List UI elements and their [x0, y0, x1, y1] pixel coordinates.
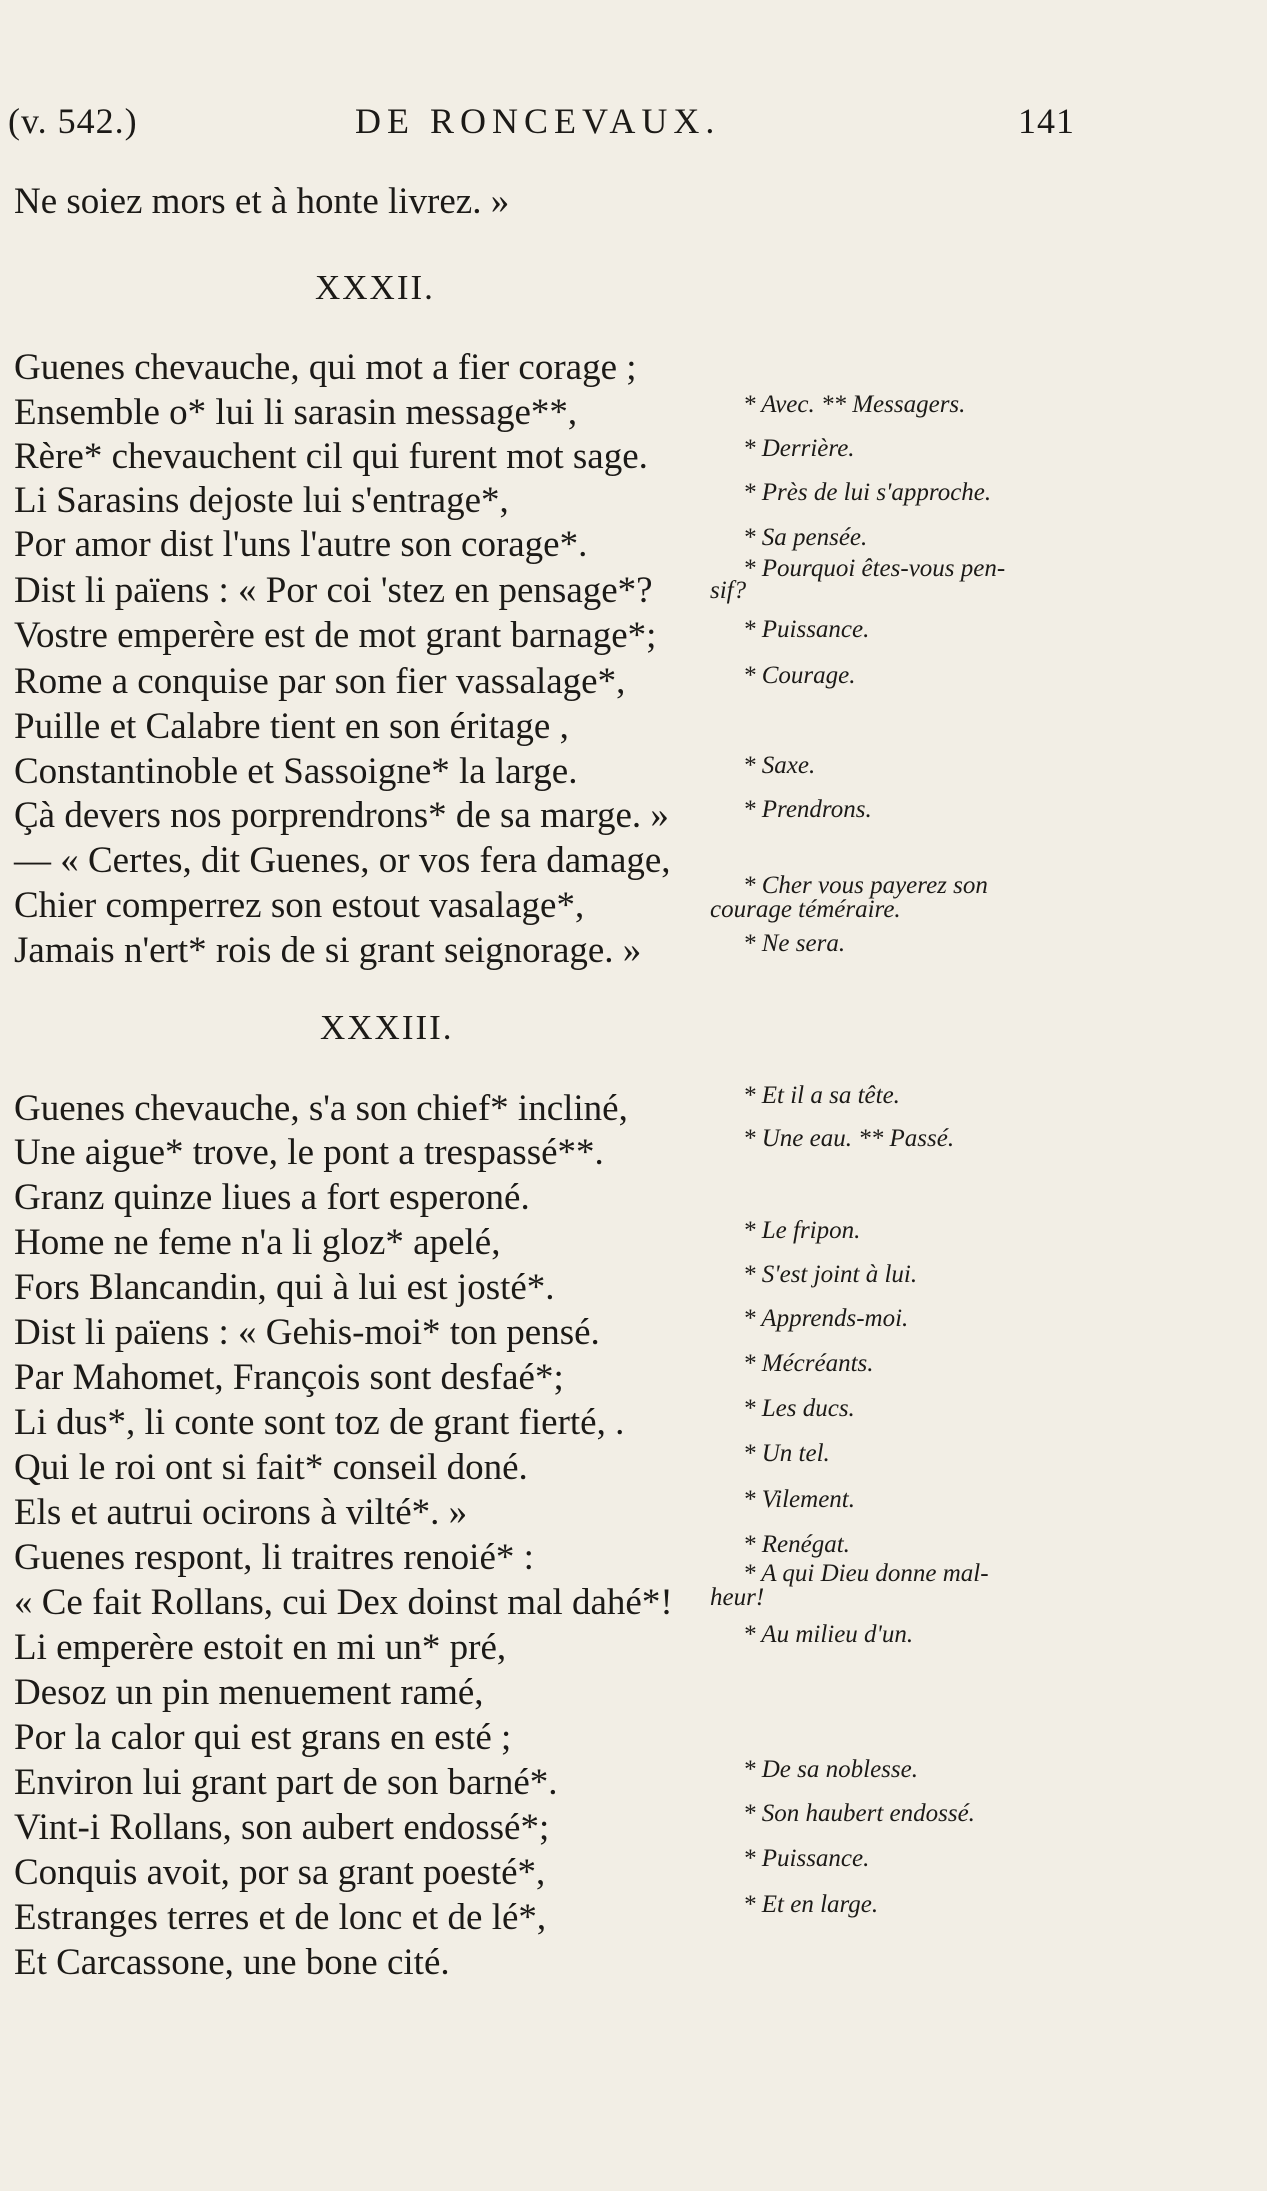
verse-line: Desoz un pin menuement ramé,	[14, 1672, 484, 1713]
footnote: * Puissance.	[743, 616, 870, 643]
footnote: * Un tel.	[743, 1440, 830, 1467]
verse-line: Guenes chevauche, qui mot a fier corage ;	[14, 347, 637, 388]
verse-line: Dist li païens : « Por coi 'stez en pensage*?	[14, 570, 653, 611]
verse-line: Home ne feme n'a li gloz* apelé,	[14, 1222, 501, 1263]
verse-line: Conquis avoit, por sa grant poesté*,	[14, 1852, 546, 1893]
footnote: * Pourquoi êtes-vous pen-	[743, 555, 1006, 582]
section-heading-xxxiii: XXXIII.	[320, 1008, 454, 1047]
verse-line: Estranges terres et de lonc et de lé*,	[14, 1897, 547, 1938]
verse-line: Environ lui grant part de son barné*.	[14, 1762, 558, 1803]
footnote: * Sa pensée.	[743, 524, 868, 551]
verse-line: Li dus*, li conte sont toz de grant fierté, .	[14, 1402, 625, 1443]
verse-line: Por la calor qui est grans en esté ;	[14, 1717, 512, 1758]
section-heading-xxxii: XXXII.	[315, 268, 435, 307]
footnote: * Les ducs.	[743, 1395, 855, 1422]
footnote: * Et en large.	[743, 1891, 879, 1918]
verse-line: Rome a conquise par son fier vassalage*,	[14, 661, 626, 702]
footnote: * Puissance.	[743, 1845, 870, 1872]
footnote: * Apprends-moi.	[743, 1305, 909, 1332]
verse-line: Par Mahomet, François sont desfaé*;	[14, 1357, 564, 1398]
running-title: DE RONCEVAUX.	[355, 101, 721, 141]
verse-line: Granz quinze liues a fort esperoné.	[14, 1177, 530, 1218]
verse-line: Une aigue* trove, le pont a trespassé**.	[14, 1132, 604, 1173]
verse-range-header: (v. 542.)	[8, 101, 138, 141]
footnote: * Et il a sa tête.	[743, 1082, 900, 1109]
footnote: * A qui Dieu donne mal-	[743, 1560, 989, 1587]
verse-line: Dist li païens : « Gehis-moi* ton pensé.	[14, 1312, 600, 1353]
verse-line: Rère* chevauchent cil qui furent mot sage.	[14, 436, 648, 477]
verse-line: Fors Blancandin, qui à lui est josté*.	[14, 1267, 555, 1308]
verse-line: Guenes chevauche, s'a son chief* incliné,	[14, 1088, 628, 1129]
footnote: * Une eau. ** Passé.	[743, 1125, 955, 1152]
footnote: * Au milieu d'un.	[743, 1621, 914, 1648]
footnote: * De sa noblesse.	[743, 1756, 918, 1783]
verse-line: Li emperère estoit en mi un* pré,	[14, 1627, 507, 1668]
footnote-continuation: heur!	[710, 1584, 765, 1611]
opening-verse: Ne soiez mors et à honte livrez. »	[14, 181, 510, 222]
verse-line: Constantinoble et Sassoigne* la large.	[14, 751, 578, 792]
verse-line: Guenes respont, li traitres renoié* :	[14, 1537, 534, 1578]
footnote: * Ne sera.	[743, 930, 846, 957]
footnote: * Renégat.	[743, 1531, 850, 1558]
verse-line: Vint-i Rollans, son aubert endossé*;	[14, 1807, 550, 1848]
verse-line: Li Sarasins dejoste lui s'entrage*,	[14, 480, 509, 521]
verse-line: Çà devers nos porprendrons* de sa marge. »	[14, 795, 669, 836]
verse-line: Por amor dist l'uns l'autre son corage*.	[14, 524, 588, 565]
footnote: * S'est joint à lui.	[743, 1261, 918, 1288]
footnote: * Près de lui s'approche.	[743, 479, 992, 506]
verse-line: Ensemble o* lui li sarasin message**,	[14, 392, 578, 433]
verse-line: Jamais n'ert* rois de si grant seignorage. »	[14, 930, 642, 971]
footnote: * Courage.	[743, 662, 856, 689]
footnote: * Cher vous payerez son	[743, 872, 988, 899]
footnote: * Prendrons.	[743, 796, 872, 823]
footnote: * Derrière.	[743, 435, 855, 462]
footnote: * Le fripon.	[743, 1217, 861, 1244]
verse-line: Et Carcassone, une bone cité.	[14, 1942, 450, 1983]
footnote: * Vilement.	[743, 1486, 855, 1513]
verse-line: Els et autrui ocirons à vilté*. »	[14, 1492, 468, 1533]
footnote-continuation: courage téméraire.	[710, 896, 901, 923]
verse-line: Chier comperrez son estout vasalage*,	[14, 885, 585, 926]
verse-line: Puille et Calabre tient en son éritage ,	[14, 706, 569, 747]
verse-line: « Ce fait Rollans, cui Dex doinst mal dahé*!	[14, 1582, 673, 1623]
verse-line: Vostre emperère est de mot grant barnage*;	[14, 615, 657, 656]
footnote: * Son haubert endossé.	[743, 1800, 975, 1827]
footnote: * Avec. ** Messagers.	[743, 391, 966, 418]
footnote: * Saxe.	[743, 752, 816, 779]
page-number: 141	[1018, 101, 1075, 141]
verse-line: Qui le roi ont si fait* conseil doné.	[14, 1447, 528, 1488]
footnote: * Mécréants.	[743, 1350, 874, 1377]
footnote-continuation: sif?	[710, 577, 747, 604]
verse-line: — « Certes, dit Guenes, or vos fera damage,	[14, 840, 671, 881]
